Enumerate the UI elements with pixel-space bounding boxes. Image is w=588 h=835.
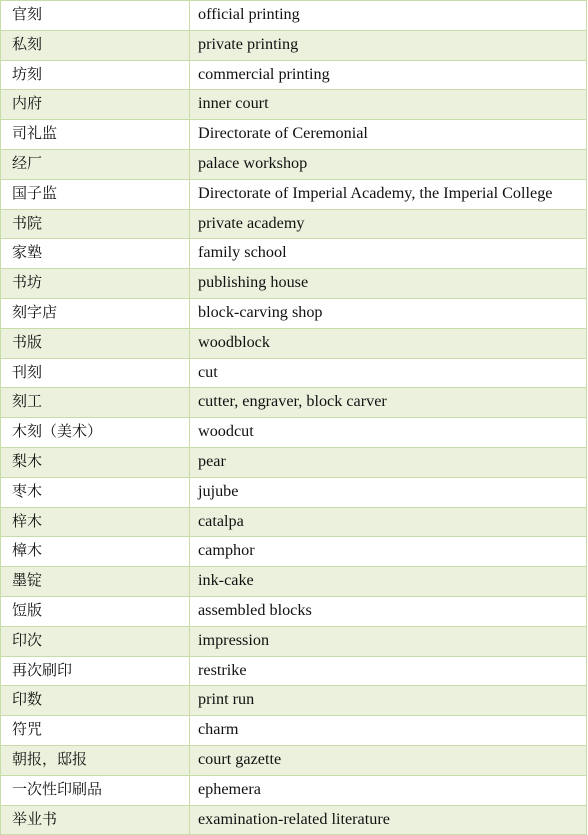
- chinese-term-cell: 经厂: [1, 149, 190, 179]
- table-row: [1, 149, 587, 179]
- table-row: [1, 60, 587, 90]
- chinese-term-cell: 樟木: [1, 537, 190, 567]
- table-row: [1, 1, 587, 31]
- english-term-cell: cut: [190, 358, 587, 388]
- chinese-term-cell: 饾版: [1, 596, 190, 626]
- glossary-body: [1, 1, 587, 835]
- table-row: [1, 745, 587, 775]
- table-row: [1, 418, 587, 448]
- english-term-cell: Directorate of Imperial Academy, the Imperial College: [190, 179, 587, 209]
- chinese-term-cell: 枣木: [1, 477, 190, 507]
- table-row: [1, 239, 587, 269]
- english-term-cell: pear: [190, 447, 587, 477]
- english-term-cell: court gazette: [190, 745, 587, 775]
- table-row: [1, 567, 587, 597]
- chinese-term-cell: 墨锭: [1, 567, 190, 597]
- table-row: [1, 477, 587, 507]
- chinese-term-cell: 梨木: [1, 447, 190, 477]
- chinese-term-cell: 再次刷印: [1, 656, 190, 686]
- table-row: [1, 120, 587, 150]
- chinese-term-cell: 印次: [1, 626, 190, 656]
- english-term-cell: woodblock: [190, 328, 587, 358]
- table-row: [1, 388, 587, 418]
- table-row: [1, 656, 587, 686]
- english-term-cell: inner court: [190, 90, 587, 120]
- english-term-cell: catalpa: [190, 507, 587, 537]
- chinese-term-cell: 书坊: [1, 269, 190, 299]
- english-term-cell: Directorate of Ceremonial: [190, 120, 587, 150]
- english-term-cell: restrike: [190, 656, 587, 686]
- english-term-cell: charm: [190, 716, 587, 746]
- chinese-term-cell: 私刻: [1, 30, 190, 60]
- table-row: [1, 447, 587, 477]
- table-row: [1, 716, 587, 746]
- chinese-term-cell: 举业书: [1, 805, 190, 835]
- table-row: [1, 507, 587, 537]
- chinese-term-cell: 刻字店: [1, 298, 190, 328]
- chinese-term-cell: 内府: [1, 90, 190, 120]
- english-term-cell: publishing house: [190, 269, 587, 299]
- english-term-cell: private printing: [190, 30, 587, 60]
- english-term-cell: print run: [190, 686, 587, 716]
- english-term-cell: commercial printing: [190, 60, 587, 90]
- table-row: [1, 537, 587, 567]
- chinese-term-cell: 家塾: [1, 239, 190, 269]
- english-term-cell: palace workshop: [190, 149, 587, 179]
- chinese-term-cell: 官刻: [1, 1, 190, 31]
- table-row: [1, 209, 587, 239]
- table-row: [1, 686, 587, 716]
- table-row: [1, 90, 587, 120]
- chinese-term-cell: 印数: [1, 686, 190, 716]
- english-term-cell: private academy: [190, 209, 587, 239]
- english-term-cell: assembled blocks: [190, 596, 587, 626]
- table-row: [1, 596, 587, 626]
- english-term-cell: jujube: [190, 477, 587, 507]
- table-row: [1, 30, 587, 60]
- chinese-term-cell: 符咒: [1, 716, 190, 746]
- chinese-term-cell: 刻工: [1, 388, 190, 418]
- english-term-cell: woodcut: [190, 418, 587, 448]
- english-term-cell: block-carving shop: [190, 298, 587, 328]
- chinese-term-cell: 朝报，邸报: [1, 745, 190, 775]
- table-row: [1, 179, 587, 209]
- english-term-cell: cutter, engraver, block carver: [190, 388, 587, 418]
- chinese-term-cell: 坊刻: [1, 60, 190, 90]
- english-term-cell: ephemera: [190, 775, 587, 805]
- chinese-term-cell: 书院: [1, 209, 190, 239]
- chinese-term-cell: 刊刻: [1, 358, 190, 388]
- english-term-cell: official printing: [190, 1, 587, 31]
- chinese-term-cell: 书版: [1, 328, 190, 358]
- english-term-cell: camphor: [190, 537, 587, 567]
- english-term-cell: examination-related literature: [190, 805, 587, 835]
- table-row: [1, 358, 587, 388]
- table-row: [1, 269, 587, 299]
- english-term-cell: impression: [190, 626, 587, 656]
- chinese-term-cell: 梓木: [1, 507, 190, 537]
- english-term-cell: family school: [190, 239, 587, 269]
- table-row: [1, 298, 587, 328]
- table-row: [1, 805, 587, 835]
- chinese-term-cell: 一次性印刷品: [1, 775, 190, 805]
- table-row: [1, 626, 587, 656]
- chinese-term-cell: 司礼监: [1, 120, 190, 150]
- chinese-term-cell: 木刻（美术）: [1, 418, 190, 448]
- chinese-term-cell: 国子监: [1, 179, 190, 209]
- table-row: [1, 328, 587, 358]
- english-term-cell: ink-cake: [190, 567, 587, 597]
